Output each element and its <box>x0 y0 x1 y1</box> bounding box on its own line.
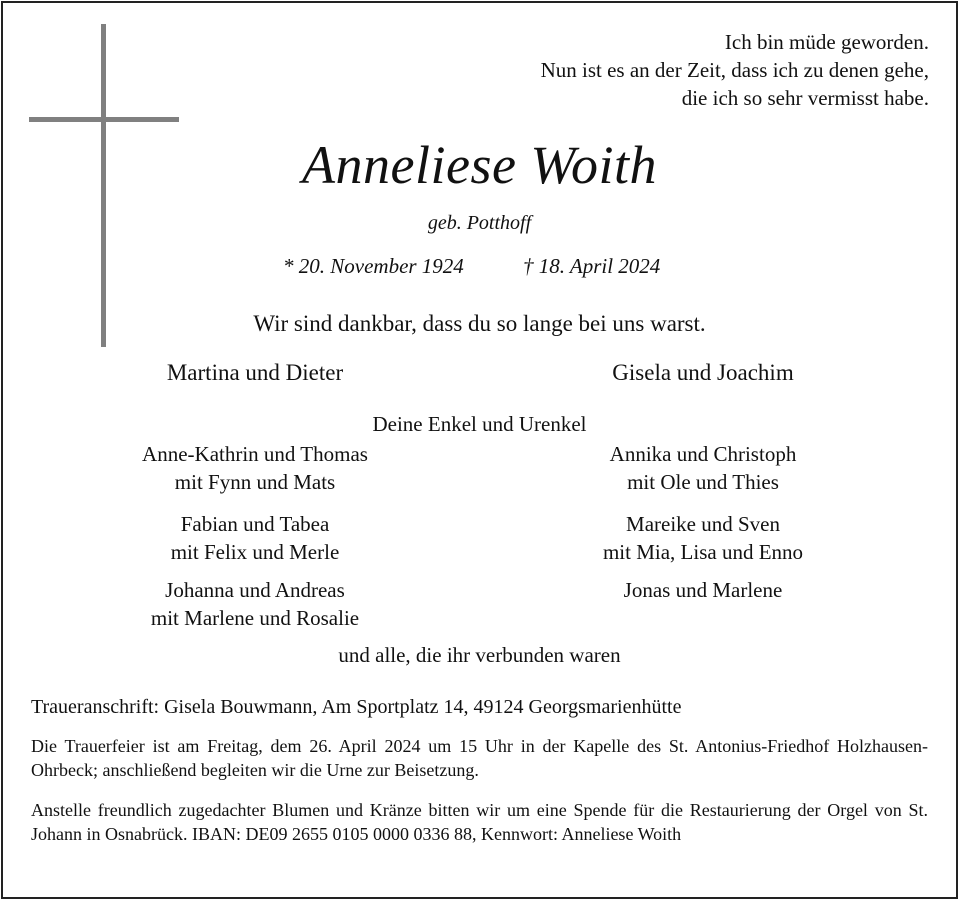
deceased-name: Anneliese Woith <box>302 135 657 195</box>
birth-name: geb. Potthoff <box>427 212 532 234</box>
grandchild-kids: mit Mia, Lisa und Enno <box>602 540 804 564</box>
birth-date: * 20. November 1924 <box>283 254 464 278</box>
grandchild-kids: mit Fynn und Mats <box>174 470 336 494</box>
death-date: † 18. April 2024 <box>523 254 661 278</box>
grandchild-kids: mit Marlene und Rosalie <box>150 606 360 630</box>
grandchild-couple: Fabian und Tabea <box>180 512 330 536</box>
child-right: Gisela und Joachim <box>612 360 794 385</box>
grandchildren-heading: Deine Enkel und Urenkel <box>372 412 587 436</box>
funeral-info: Die Trauerfeier ist am Freitag, dem 26. April 2024 um 15 Uhr in der Kapelle des St. Antonius-Friedhof Holzhausen-Ohrbeck; anschließend begleiten wir die Urne zur Beisetzung. <box>31 736 928 780</box>
thanks-line: Wir sind dankbar, dass du so lange bei uns warst. <box>253 311 706 336</box>
donation-info: Anstelle freundlich zugedachter Blumen und Kränze bitten wir um eine Spende für die Restaurierung der Orgel von St. Johann in Osnabrück. IBAN: DE09 2655 0105 0000 0336 88, Kennwort: Anneliese Woith <box>31 800 928 844</box>
grandchild-kids: mit Felix und Merle <box>170 540 340 564</box>
grandchild-couple: Anne-Kathrin und Thomas <box>142 442 368 466</box>
closing-line: und alle, die ihr verbunden waren <box>338 643 621 667</box>
grandchild-couple: Mareike und Sven <box>626 512 780 536</box>
grandchild-couple: Annika und Christoph <box>609 442 797 466</box>
grandchild-kids: mit Ole und Thies <box>627 470 779 494</box>
mourning-address: Traueranschrift: Gisela Bouwmann, Am Sportplatz 14, 49124 Georgsmarienhütte <box>31 696 682 718</box>
cross-icon-horizontal <box>29 117 179 122</box>
child-left: Martina und Dieter <box>166 360 344 385</box>
grandchild-couple: Johanna und Andreas <box>165 578 345 602</box>
poem: Ich bin müde geworden. Nun ist es an der Zeit, dass ich zu denen gehe, die ich so sehr vermisst habe. <box>540 30 929 110</box>
grandchild-couple: Jonas und Marlene <box>623 578 783 602</box>
